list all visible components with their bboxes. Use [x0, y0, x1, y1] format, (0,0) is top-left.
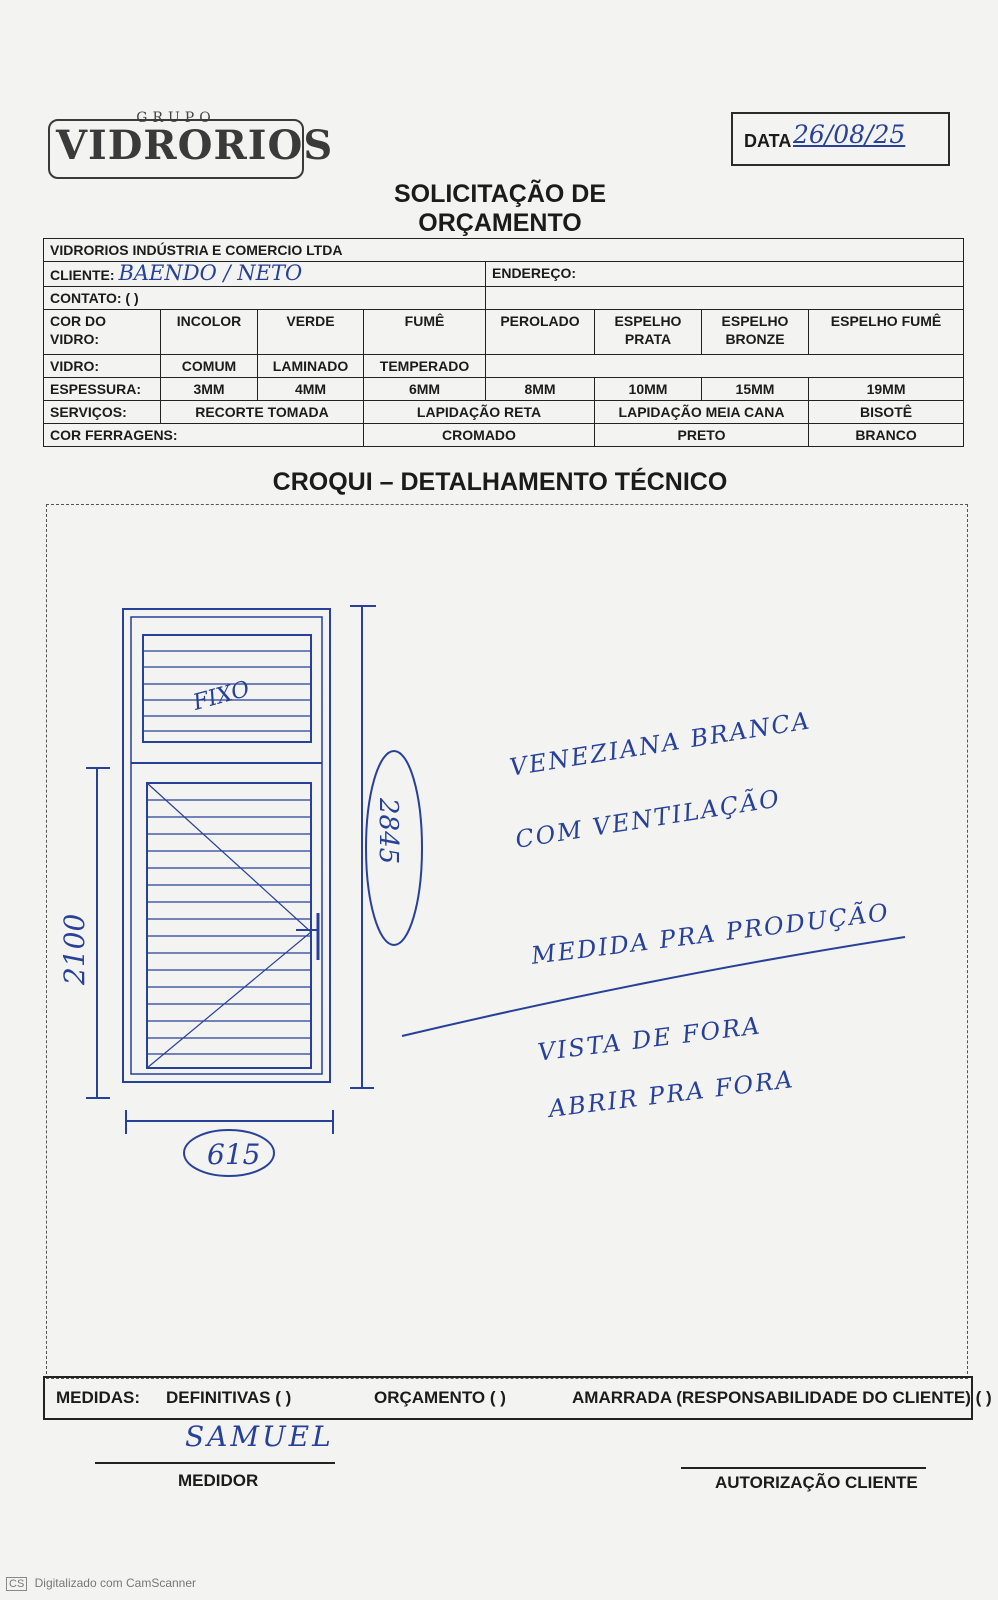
glass-color-option[interactable]: ESPELHO FUMÊ: [809, 310, 964, 355]
address-field[interactable]: ENDEREÇO:: [486, 262, 964, 287]
thickness-option[interactable]: 19MM: [809, 378, 964, 401]
client-label: CLIENTE:: [50, 267, 115, 283]
measures-row: [43, 1376, 992, 1420]
service-option[interactable]: LAPIDAÇÃO MEIA CANA: [595, 401, 809, 424]
service-option[interactable]: RECORTE TOMADA: [161, 401, 364, 424]
client-value: BAENDO / NETO: [118, 261, 303, 285]
services-label: SERVIÇOS:: [44, 401, 161, 424]
logo-name: VIDRORIOS: [56, 122, 334, 169]
width-label: 615: [207, 1138, 261, 1171]
budget-option[interactable]: ORÇAMENTO ( ): [374, 1388, 506, 1407]
hardware-color-option[interactable]: BRANCO: [809, 424, 964, 447]
date-label: DATA: [744, 131, 792, 151]
fixed-label: FIXO: [190, 676, 253, 716]
door-louvers: [147, 800, 311, 1054]
sketch-labels: [58, 677, 403, 1171]
date-value[interactable]: 26/08/25: [793, 120, 906, 149]
hardware-color-label: COR FERRAGENS:: [44, 424, 364, 447]
glass-color-option[interactable]: VERDE: [258, 310, 364, 355]
page-title: SOLICITAÇÃO DE ORÇAMENTO: [393, 180, 607, 237]
client-authorization-label: AUTORIZAÇÃO CLIENTE: [715, 1473, 918, 1492]
scanner-footer: [6, 1576, 196, 1591]
glass-type-option[interactable]: LAMINADO: [258, 355, 364, 378]
thickness-option[interactable]: 4MM: [258, 378, 364, 401]
glass-color-option[interactable]: INCOLOR: [161, 310, 258, 355]
croqui-title: CROQUI – DETALHAMENTO TÉCNICO: [272, 468, 728, 496]
note-line: MEDIDA PRA PRODUÇÃO: [529, 898, 892, 970]
definitive-option[interactable]: DEFINITIVAS ( ): [166, 1388, 292, 1407]
thickness-option[interactable]: 15MM: [702, 378, 809, 401]
glass-color-option[interactable]: ESPELHO PRATA: [595, 310, 702, 355]
measurer-signature: SAMUEL: [185, 1420, 334, 1453]
opening-indicator: [147, 783, 311, 1068]
height-left-label: 2100: [58, 913, 91, 985]
measurer-label: MEDIDOR: [178, 1471, 259, 1490]
height-total-label: 2845: [373, 798, 403, 865]
thickness-option[interactable]: 6MM: [364, 378, 486, 401]
note-line: VISTA DE FORA: [536, 1011, 763, 1067]
service-option[interactable]: LAPIDAÇÃO RETA: [364, 401, 595, 424]
door-outer-frame: [123, 609, 330, 1082]
glass-color-option[interactable]: FUMÊ: [364, 310, 486, 355]
logo-group-text: GRUPO: [136, 110, 216, 126]
glass-type-option[interactable]: COMUM: [161, 355, 258, 378]
scanner-text: Digitalizado com CamScanner: [34, 1576, 197, 1590]
note-line: ABRIR PRA FORA: [547, 1065, 796, 1123]
hardware-color-option[interactable]: PRETO: [595, 424, 809, 447]
glass-color-label: COR DO VIDRO:: [44, 310, 161, 355]
tied-option[interactable]: AMARRADA (RESPONSABILIDADE DO CLIENTE) ( ): [572, 1388, 992, 1407]
glass-color-option[interactable]: PEROLADO: [486, 310, 595, 355]
company-name: VIDRORIOS INDÚSTRIA E COMERCIO LTDA: [44, 239, 964, 262]
measurer-sign-line[interactable]: [95, 1462, 335, 1464]
client-sign-line[interactable]: [681, 1467, 926, 1469]
hardware-color-option[interactable]: CROMADO: [364, 424, 595, 447]
camscanner-icon: CS: [6, 1577, 27, 1591]
service-option[interactable]: BISOTÊ: [809, 401, 964, 424]
thickness-option[interactable]: 10MM: [595, 378, 702, 401]
note-line: VENEZIANA BRANCA: [507, 706, 813, 782]
measures-label: MEDIDAS:: [56, 1388, 141, 1407]
note-line: COM VENTILAÇÃO: [513, 784, 783, 854]
thickness-option[interactable]: 3MM: [161, 378, 258, 401]
contact-field[interactable]: CONTATO: ( ): [44, 287, 486, 310]
louver-panel: [147, 783, 311, 1068]
glass-color-option[interactable]: ESPELHO BRONZE: [702, 310, 809, 355]
glass-type-label: VIDRO:: [44, 355, 161, 378]
thickness-label: ESPESSURA:: [44, 378, 161, 401]
glass-type-option[interactable]: TEMPERADO: [364, 355, 486, 378]
thickness-option[interactable]: 8MM: [486, 378, 595, 401]
